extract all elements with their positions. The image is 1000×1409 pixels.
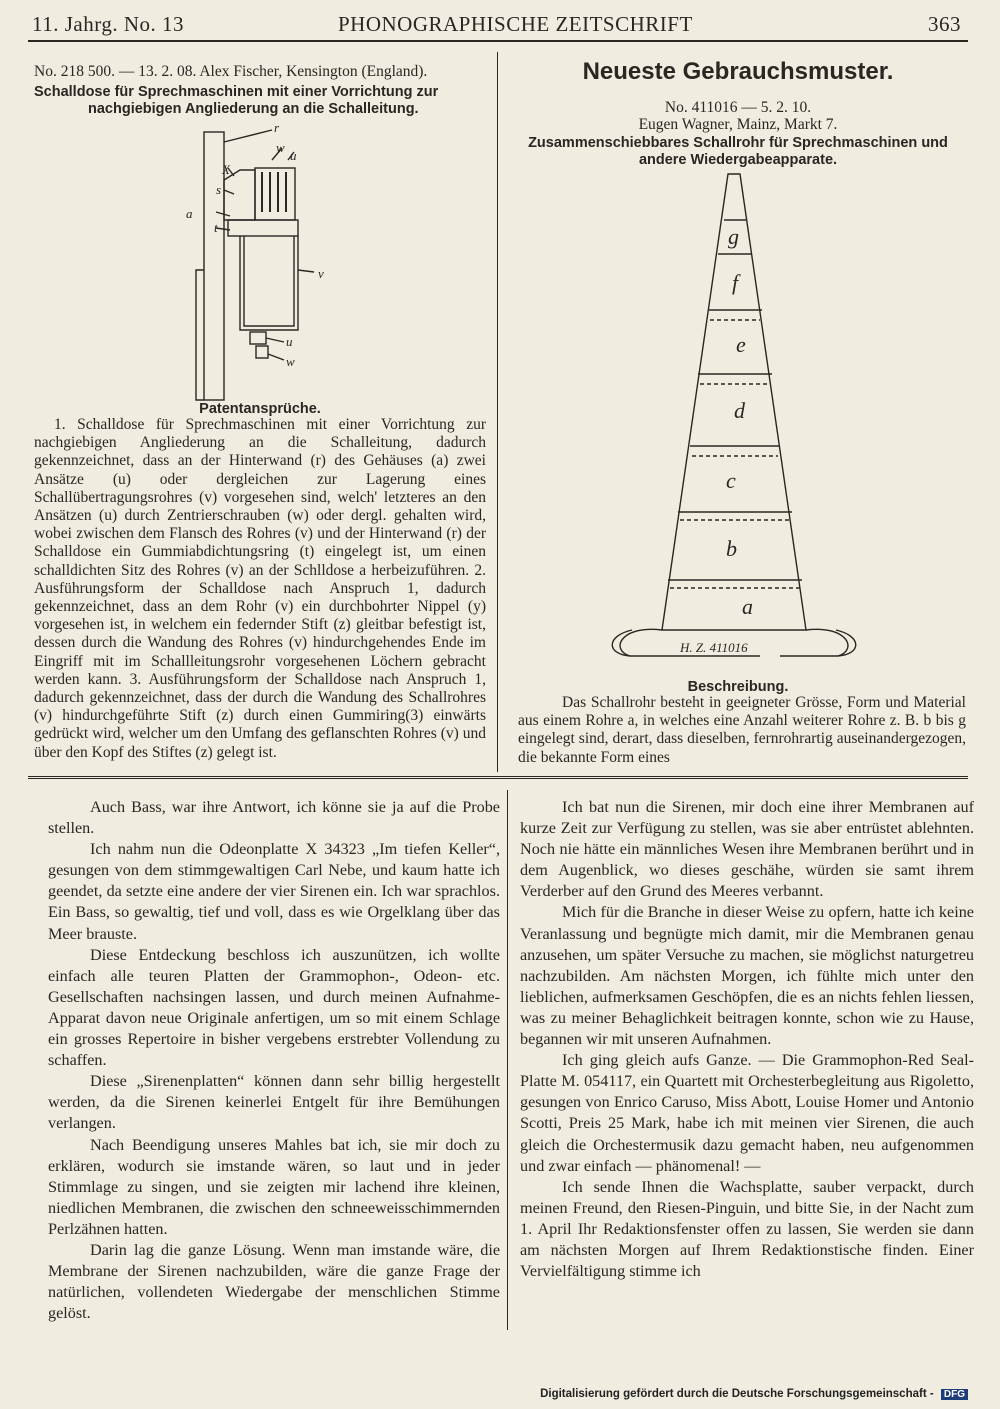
right-flare <box>780 629 848 656</box>
figure-label-w: w <box>276 140 285 155</box>
patent-number-line: No. 218 500. — 13. 2. 08. Alex Fischer, Kensington (England). <box>34 63 428 80</box>
bracket <box>196 270 204 400</box>
lug <box>250 332 266 344</box>
story-column-left <box>48 797 500 1324</box>
page-number: 363 <box>928 12 961 36</box>
horn-label-b: b <box>726 536 737 561</box>
horn-label-a: a <box>742 594 753 619</box>
figure-label-u2: u <box>286 334 293 349</box>
sound-box-figure <box>170 120 360 402</box>
story-paragraph: Ich sende Ihnen die Wachsplatte, sauber verpackt, durch meinen Freund, den Riesen-Pinguin, und bitte Sie, in der Nacht zum 1. April Ihr Redaktionsfenster offen zu lassen, Sie werden sie dann am nächsten Morgen auf Ihrem Redaktionstische finden. Einer Vervielfältigung stimme ich <box>520 1177 974 1281</box>
tube-inner <box>244 236 294 326</box>
column-divider-top <box>497 52 498 772</box>
horn-label-f: f <box>732 270 739 295</box>
description-text: Das Schallrohr besteht in geeigneter Grösse, Form und Material aus einem Rohre a, in welches eine Anzahl weiterer Rohre z. B. b bis g eingelegt sind, derart, dass dieselben, fernrohrartig auseinandergezogen, die bekannte Form eines <box>518 694 966 766</box>
patent-title-1: Schalldose für Sprechmaschinen mit einer Vorrichtung zur <box>34 84 439 100</box>
story-paragraph: Diese „Sirenenplatten“ können dann sehr billig hergestellt werden, da die Sirenen keinerlei Entgelt für ihre Bemühungen verlangen. <box>48 1072 500 1133</box>
figure-label-x: X <box>222 162 230 177</box>
figure-label-v: v <box>318 266 324 281</box>
journal-title: PHONOGRAPHISCHE ZEITSCHRIFT <box>338 12 693 36</box>
dfg-logo: DFG <box>941 1389 968 1400</box>
section-divider <box>28 776 968 779</box>
housing-plate <box>204 132 224 400</box>
figure-label-r: r <box>274 120 280 135</box>
screw <box>256 346 268 358</box>
utility-owner-line: Eugen Wagner, Mainz, Markt 7. <box>638 116 838 133</box>
figure-label-a: a <box>186 206 193 221</box>
header-issue: 11. Jahrg. No. 13 <box>32 12 184 36</box>
horn-label-c: c <box>726 468 736 493</box>
figure-label-u: u <box>290 148 297 163</box>
patent-title-2: nachgiebigen Angliederung an die Schalleitung. <box>88 101 419 117</box>
story-paragraph: Diese Entdeckung beschloss ich auszunützen, ich wollte einfach alle teuren Platten der Grammophon-, Odeon- etc. Gesellschaften nachsingen lassen, und durch meinen Aufnahme-Apparat davon neue Originale anfertigen, um so mit einem Schlage ein grosses Repertoire in bisher vergebens erstrebter Vollendung zu schaffen. <box>48 945 500 1070</box>
diaphragm <box>224 170 255 220</box>
utility-title-1: Zusammenschiebbares Schallrohr für Sprechmaschinen und <box>528 135 948 151</box>
figure-signature: H. Z. 411016 <box>680 640 748 655</box>
section-title: Neueste Gebrauchsmuster. <box>582 58 894 85</box>
digitization-credit <box>540 1388 968 1400</box>
story-paragraph: Ich bat nun die Sirenen, mir doch eine ihrer Membranen auf kurze Zeit zur Verfügung zu stellen, was sie aber entrüstet ablehnten. Noch nie hätte ein männliches Wesen ihre Membranen berührt und in dem Augenblick, wo dieses geschähe, würden sie samt ihrem Verderber auf den Grund des Meeres verbannt. <box>520 798 974 901</box>
utility-number-line: No. 411016 — 5. 2. 10. <box>664 99 812 116</box>
horn-label-g: g <box>728 224 739 249</box>
figure-label-t: t <box>214 220 218 235</box>
description-heading: Beschreibung. <box>687 679 789 695</box>
story-paragraph: Auch Bass, war ihre Antwort, ich könne sie ja auf die Probe stellen. <box>48 798 500 838</box>
spring-coils <box>262 172 286 212</box>
rear-flange <box>228 220 298 236</box>
column-divider-bottom <box>507 790 508 1330</box>
claims-heading: Patentansprüche. <box>199 401 321 417</box>
story-paragraph: Ich ging gleich aufs Ganze. — Die Grammophon-Red Seal-Platte M. 054117, ein Quartett mit Orchesterbegleitung aus Rigoletto, gesungen von Enrico Caruso, Miss Abott, Louise Homer und Antonio Scotti, Preis 25 Mark, habe ich mit meinen vier Sirenen, die auch gleich die Orchestermusik dazu gemacht haben, neu aufgenommen und zwar einfach — phänomenal! — <box>520 1051 974 1175</box>
tube <box>240 236 298 330</box>
horn-label-e: e <box>736 332 746 357</box>
story-column-right <box>520 797 974 1282</box>
horn-label-d: d <box>734 398 745 423</box>
figure-label-w2: w <box>286 354 295 369</box>
credit-text: Digitalisierung gefördert durch die Deutsche Forschungsgemeinschaft - <box>540 1388 934 1400</box>
story-paragraph: Nach Beendigung unseres Mahles bat ich, sie mir doch zu erklären, wodurch sie imstande wären, so laut und in jeder Stimmlage zu singen, und sie zeigten mir lachend ihre kleinen, niedlichen Membranen, die zwischen den schneeweisschimmernden Perlzähnen hatten. <box>48 1135 500 1238</box>
telescopic-horn-figure <box>600 170 890 670</box>
figure-label-s: s <box>216 182 222 197</box>
story-paragraph: Ich nahm nun die Odeonplatte X 34323 „Im tiefen Keller“, gesungen von dem stimmgewaltigen Carl Nebe, und kaum hatte ich geendet, da setzte eine andere der vier Sirenen ein. Ich war sprachlos. Ein Bass, so gewaltig, tief und voll, dass es wie Orgelklang über das Meer brauste. <box>48 840 500 943</box>
utility-title-2: andere Wiedergabeapparate. <box>638 152 838 168</box>
claims-text: 1. Schalldose für Sprechmaschinen mit einer Vorrichtung zur nachgiebigen Angliederung an die Schalleitung, dadurch gekennzeichnet, dass an der Hinterwand (r) des Gehäuses (a) zwei Ansätze (u) oder dergleichen zur Lagerung eines Schallübertragungsrohres (v) vorgesehen sind, welch' letzteres an den Ansätzen (u) durch Zentrierschrauben (w) oder dergl. gehalten wird, wobei zwischen dem Flansch des Rohres (v) und der Hinterwand (r) der Schalldose ein Gummiabdichtungsring (t) eingelegt ist, um einen schalldichten Sitz des Rohres (v) an der Schlldose a herbeizuführen. 2. Ausführungsform der Schalldose nach Anspruch 1, dadurch gekennzeichnet, dass an dem Rohr (v) ein durchbohrter Nippel (y) vorgesehen ist, in welchem ein federnder Stift (z) gleitbar befestigt ist, dessen durch die Wandung des Rohres (v) hindurchgehendes Ende im Eingriff mit im Schallleitungsrohr vorgesehenen Löchern gebracht werden kann. 3. Ausführungsform der Schalldose nach Anspruch 1, dadurch gekennzeichnet, dass der durch die Wandung des Schallrohres (v) hindurchgeführte Stift (z) durch einen Gummiring(3) einwärts gedrückt wird, welcher um den Umfang des geflanschten Rohres (v) und über den Kopf des Stiftes (z) gelegt ist. <box>34 416 486 761</box>
story-paragraph: Darin lag die ganze Lösung. Wenn man imstande wäre, die Membrane der Sirenen nachzubilden, wäre die ganze Frage der natürlichen, vollendeten Wiedergabe der menschlichen Stimme gelöst. <box>48 1240 500 1323</box>
story-paragraph: Mich für die Branche in dieser Weise zu opfern, hatte ich keine Veranlassung und begnügte mich damit, mir die Membranen genau anzusehen, um später Versuche zu machen, sie möglichst naturgetreu nachzubilden. Am nächsten Morgen, ich fühlte mich unter den lieblichen, aufmerksamen Geschöpfen, die es an nichts fehlen liessen, was zu meiner Behaglichkeit beitragen konnte, schon wie zu Hause, begannen wir mit unseren Aufnahmen. <box>520 903 974 1049</box>
header-rule <box>28 40 968 42</box>
